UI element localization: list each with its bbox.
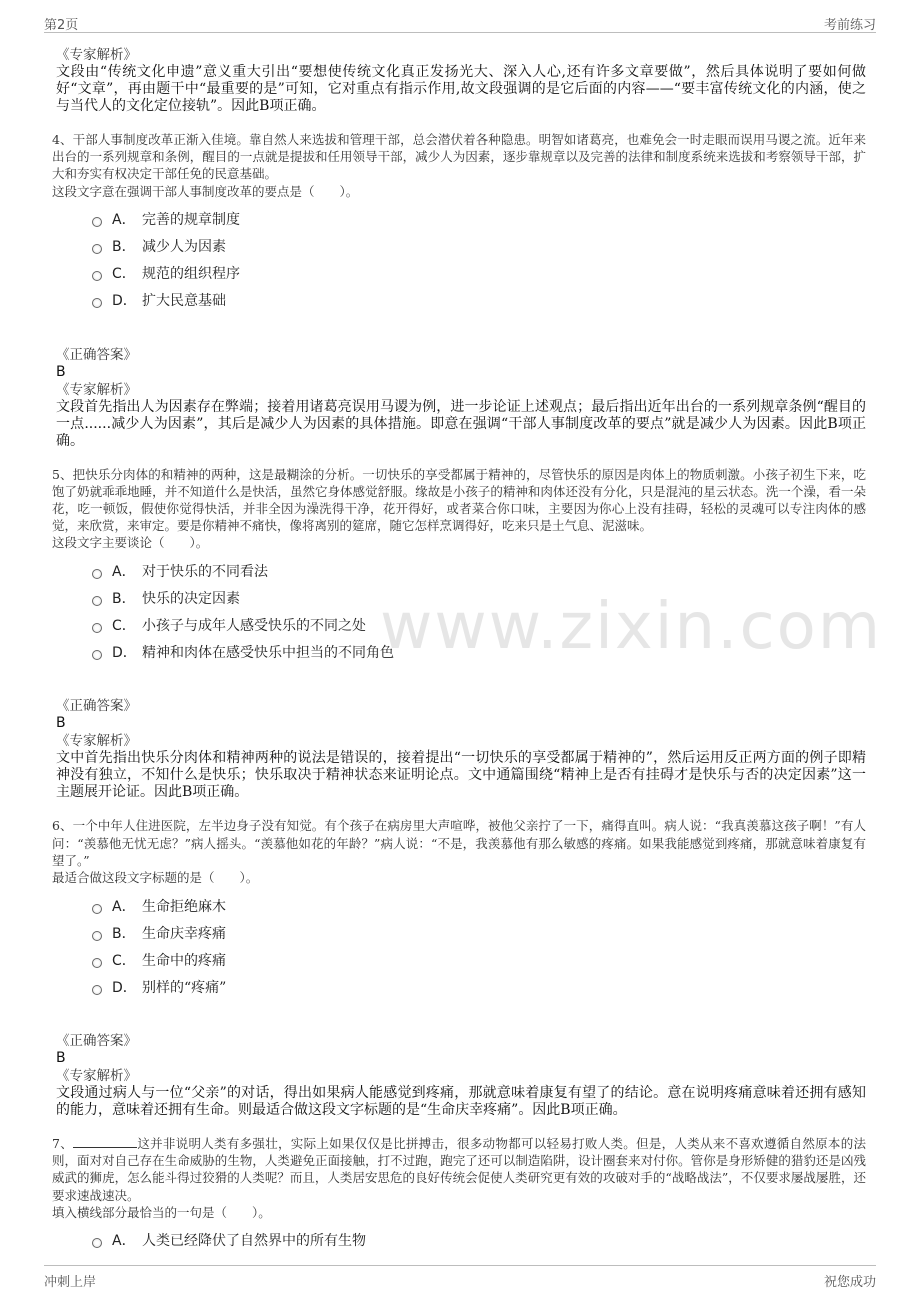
analysis-text: 文段首先指出人为因素存在弊端；接着用诸葛亮误用马谡为例，进一步论证上述观点；最后指出近年出台的一系列规章条例“醒目的一点......减少人为因素”，其后是减少人为因素的具体措施。即意在强调“干部人事制度改革的要点”就是减少人为因素。因此B项正确。 (56, 398, 866, 449)
option-letter: D． (112, 979, 137, 996)
analysis-text: 文段通过病人与一位“父亲”的对话，得出如果病人能感觉到疼痛，那就意味着康复有望了的结论。意在说明疼痛意味着还拥有感知的能力，意味着还拥有生命。则最适合做这段文字标题的是“生命庆幸疼痛”。因此B项正确。 (56, 1085, 866, 1119)
page-header (44, 12, 876, 33)
option-b[interactable] (92, 233, 866, 260)
option-d[interactable] (92, 973, 866, 1000)
option-text: 小孩子与成年人感受快乐的不同之处 (142, 617, 366, 634)
question-text (52, 1135, 866, 1204)
analysis-label: 《专家解析》 (56, 47, 137, 63)
option-letter: C． (112, 952, 136, 969)
option-letter: C． (112, 617, 136, 634)
option-letter: A． (112, 212, 136, 229)
answer-label: 《正确答案》 (56, 346, 137, 363)
option-d[interactable] (92, 287, 866, 314)
question-5 (52, 466, 866, 802)
option-letter: C． (112, 266, 136, 283)
radio-icon[interactable] (92, 596, 102, 606)
option-b[interactable] (92, 584, 866, 611)
option-letter: D． (112, 293, 137, 310)
option-text: 精神和肉体在感受快乐中担当的不同角色 (142, 644, 394, 661)
question-prompt: 最适合做这段文字标题的是（ ）。 (52, 870, 259, 886)
page-footer (44, 1265, 876, 1288)
radio-icon[interactable] (92, 958, 102, 968)
question-prompt: 填入横线部分最恰当的一句是（ ）。 (52, 1204, 271, 1220)
question-prompt: 这段文字意在强调干部人事制度改革的要点是（ ）。 (52, 183, 359, 199)
analysis-label: 《专家解析》 (56, 1068, 137, 1085)
option-letter: A． (112, 1233, 136, 1250)
options-list (52, 557, 866, 665)
options-list (52, 1227, 866, 1254)
radio-icon[interactable] (92, 271, 102, 281)
footer-right-text: 祝您成功 (823, 1275, 876, 1290)
option-text: 生命拒绝麻木 (142, 898, 226, 915)
option-text: 生命中的疼痛 (142, 952, 226, 969)
options-list (52, 206, 866, 314)
radio-icon[interactable] (92, 298, 102, 308)
question-7 (52, 1135, 866, 1254)
option-letter: A． (112, 898, 136, 915)
analysis-label: 《专家解析》 (56, 733, 137, 750)
option-text: 规范的组织程序 (142, 266, 240, 283)
prev-question-analysis (52, 46, 866, 115)
radio-icon[interactable] (92, 985, 102, 995)
analysis-text: 文中首先指出快乐分肉体和精神两种的说法是错误的，接着提出“一切快乐的享受都属于精神的”，然后运用反正两方面的例子即精神没有独立，不知什么是快乐；快乐取决于精神状态来证明论点。文中通篇围绕“精神上是否有挂碍才是快乐与否的决定因素”这一主题展开论证。因此B项正确。 (56, 750, 866, 801)
document-body (52, 46, 866, 1254)
question-prompt: 这段文字主要谈论（ ）。 (52, 535, 209, 551)
answer-value: B (56, 1050, 66, 1067)
question-text: 5、把快乐分肉体的和精神的两种，这是最糊涂的分析。一切快乐的享受都属于精神的，尽管快乐的原因是肉体上的物质刺激。小孩子初生下来，吃饱了奶就乖乖地睡，并不知道什么是快活，虽然它身体感觉舒服。缘故是小孩子的精神和肉体还没有分化，只是混沌的星云状态。洗一个澡，看一朵花，吃一顿饭，假使你觉得快活，并非全因为澡洗得干净，花开得好，或者菜合你口味，主要因为你心上没有挂碍，轻松的灵魂可以专注肉体的感觉，来欣赏，来审定。要是你精神不痛快，像将离别的筵席，随它怎样烹调得好，吃来只是土气息、泥滋味。 (52, 466, 866, 534)
option-letter: D． (112, 644, 137, 661)
radio-icon[interactable] (92, 931, 102, 941)
question-4 (52, 131, 866, 450)
radio-icon[interactable] (92, 569, 102, 579)
option-a[interactable] (92, 557, 866, 584)
analysis-text: 文段由“传统文化申遗”意义重大引出“要想使传统文化真正发扬光大、深入人心,还有许多文章要做”，然后具体说明了要如何做好“文章”，再由题干中“最重要的是”可知，它对重点有指示作用,故文段强调的是它后面的内容——“要丰富传统文化的内涵，使之与当代人的文化定位接轨”。因此B项正确。 (56, 64, 866, 114)
option-text: 别样的“疼痛” (142, 979, 227, 996)
answer-value: B (56, 363, 66, 380)
radio-icon[interactable] (92, 650, 102, 660)
option-c[interactable] (92, 611, 866, 638)
answer-label: 《正确答案》 (56, 1033, 137, 1050)
option-text: 人类已经降伏了自然界中的所有生物 (142, 1233, 366, 1250)
question-number: 7、 (52, 1136, 74, 1152)
radio-icon[interactable] (92, 904, 102, 914)
option-text: 快乐的决定因素 (142, 590, 240, 607)
option-b[interactable] (92, 919, 866, 946)
question-6 (52, 817, 866, 1119)
page-number: 第2页 (44, 18, 79, 33)
question-text: 4、干部人事制度改革正渐入佳境。靠自然人来选拔和管理干部，总会潜伏着各种隐患。明智如诸葛亮，也难免会一时走眼而误用马谡之流。近年来出台的一系列规章和条例，醒目的一点就是提拔和任用领导干部，减少人为因素，逐步靠规章以及完善的法律和制度系统来选拔和考察领导干部，扩大和夯实有权决定干部任免的民意基础。 (52, 132, 866, 182)
option-text: 生命庆幸疼痛 (142, 925, 226, 942)
footer-left-text: 冲刺上岸 (44, 1275, 97, 1290)
radio-icon[interactable] (92, 217, 102, 227)
radio-icon[interactable] (92, 623, 102, 633)
question-body: 这并非说明人类有多强壮，实际上如果仅仅是比拼搏击，很多动物都可以轻易打败人类。但是，人类从来不喜欢遵循自然原本的法则，面对对自己存在生命威胁的生物，人类避免正面接触，打不过跑，跑完了还可以制造陷阱，设计圈套来对付你。管你是身形矫健的猎豹还是凶残威武的狮虎，怎么能斗得过狡猾的人类呢？而且，人类居安思危的良好传统会促使人类研究更有效的攻破对手的“战略战法”，不仅要求屡战屡胜，还要求速战速决。 (52, 1136, 866, 1203)
options-list (52, 892, 866, 1000)
analysis-label: 《专家解析》 (56, 381, 137, 398)
option-text: 对于快乐的不同看法 (142, 563, 268, 580)
question-text: 6、一个中年人住进医院，左半边身子没有知觉。有个孩子在病房里大声喧哗，被他父亲拧了一下，痛得直叫。病人说：“我真羡慕这孩子啊！”有人问：“羡慕他无忧无虑？”病人摇头。“羡慕他如花的年龄？”病人说：“不是，我羡慕他有那么敏感的疼痛。如果我能感觉到疼痛，那就意味着康复有望了。” (52, 818, 866, 868)
option-c[interactable] (92, 946, 866, 973)
option-letter: B． (112, 925, 136, 942)
option-d[interactable] (92, 638, 866, 665)
option-a[interactable] (92, 1227, 866, 1254)
option-letter: A． (112, 563, 136, 580)
watermark: www.zixin.com (380, 590, 883, 664)
option-text: 减少人为因素 (142, 239, 226, 256)
option-letter: B． (112, 239, 136, 256)
radio-icon[interactable] (92, 244, 102, 254)
radio-icon[interactable] (92, 1238, 102, 1248)
option-letter: B． (112, 590, 136, 607)
answer-label: 《正确答案》 (56, 698, 137, 715)
option-c[interactable] (92, 260, 866, 287)
option-a[interactable] (92, 892, 866, 919)
answer-value: B (56, 715, 66, 732)
option-text: 完善的规章制度 (142, 212, 240, 229)
option-text: 扩大民意基础 (142, 293, 226, 310)
option-a[interactable] (92, 206, 866, 233)
fill-blank (73, 1135, 137, 1148)
header-title: 考前练习 (823, 18, 876, 33)
